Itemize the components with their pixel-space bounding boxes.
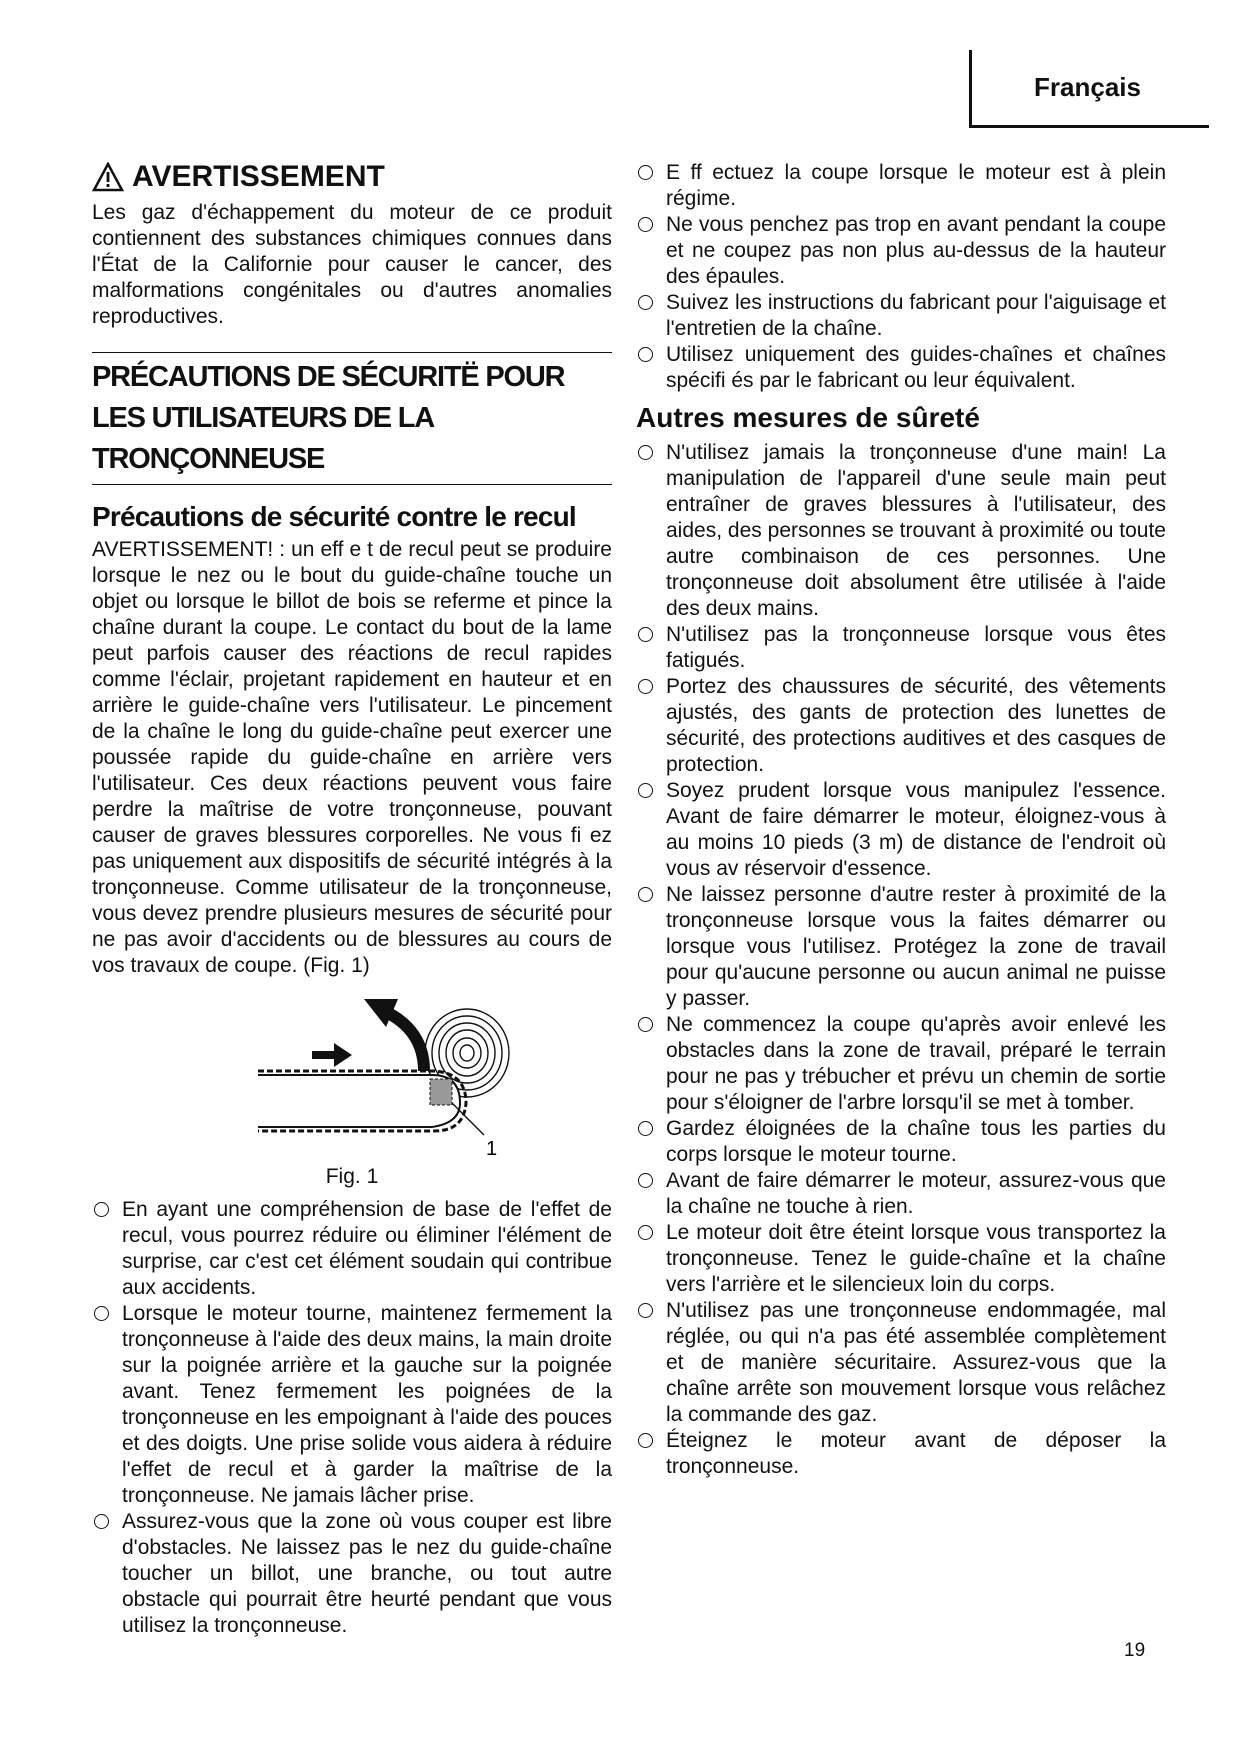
circle-bullet-icon [94,1202,109,1217]
list-item-text: Avant de faire démarrer le moteur, assurez-vous que la chaîne ne touche à rien. [666,1169,1166,1218]
list-item-text: Éteignez le moteur avant de déposer la tronçonneuse. [666,1429,1166,1478]
list-item-text: N'utilisez pas une tronçonneuse endommagée, mal réglée, ou qui n'a pas été assemblée complètement et de manière sécuritaire. Assurez-vous que la chaîne arrête son mouvement lorsque vous relâchez la commande des gaz. [666,1299,1166,1426]
list-item [636,1220,1166,1298]
list-item [636,622,1166,674]
list-item [92,1301,612,1509]
list-item-text: E ff ectuez la coupe lorsque le moteur est à plein régime. [666,161,1166,210]
list-item-text: Portez des chaussures de sécurité, des vêtements ajustés, des gants de protection des lunettes de sécurité, des protections auditives et des casques de protection. [666,675,1166,776]
push-arrow-icon [334,1043,352,1067]
language-label: Français [1034,72,1141,102]
circle-bullet-icon [638,1433,653,1448]
list-item-text: Ne vous penchez pas trop en avant pendant la coupe et ne coupez pas non plus au-dessus de la hauteur des épaules. [666,213,1166,288]
list-item-text: Utilisez uniquement des guides-chaînes et chaînes spécifi és par le fabricant ou leur équivalent. [666,343,1166,392]
list-item [636,1428,1166,1480]
main-heading: PRÉCAUTIONS DE SÉCURITË POUR LES UTILISATEURS DE LA TRONÇONNEUSE [92,352,612,485]
kickback-heading: Précautions de sécurité contre le recul [92,501,576,532]
contact-zone-icon [430,1079,452,1105]
circle-bullet-icon [638,783,653,798]
kickback-arrow-icon [384,1011,424,1071]
language-tab [969,50,1209,128]
circle-bullet-icon [638,1173,653,1188]
list-item-text: Ne commencez la coupe qu'après avoir enlevé les obstacles dans la zone de travail, préparé le terrain pour ne pas y trébucher et prévu un chemin de sortie pour s'éloigner de l'arbre lorsqu'il se met à tomber. [666,1013,1166,1114]
list-item [636,1298,1166,1428]
list-item [636,212,1166,290]
circle-bullet-icon [638,217,653,232]
list-item [636,160,1166,212]
list-item [92,1197,612,1301]
list-item-text: En ayant une compréhension de base de l'effet de recul, vous pourrez réduire ou éliminer l'élément de surprise, car c'est cet élément soudain qui contribue aux accidents. [122,1198,612,1299]
list-item [636,1012,1166,1116]
list-item-text: Gardez éloignées de la chaîne tous les parties du corps lorsque le moteur tourne. [666,1117,1166,1166]
warning-text: Les gaz d'échappement du moteur de ce produit contiennent des substances chimiques connues dans l'État de la Californie pour causer le cancer, des malformations congénitales ou d'autres anomalies reproductives. [92,201,612,328]
figure-caption: Fig. 1 [325,1165,379,1188]
list-item [636,1116,1166,1168]
circle-bullet-icon [638,1225,653,1240]
list-item-text: Le moteur doit être éteint lorsque vous transportez la tronçonneuse. Tenez le guide-chaîne et la chaîne vers l'arrière et le silencieux loin du corps. [666,1221,1166,1296]
warning-title-text: AVERTISSEMENT [132,160,385,193]
list-item-text: Assurez-vous que la zone où vous couper est libre d'obstacles. Ne laissez pas le nez du guide-chaîne toucher un billot, une branche, ou tout autre obstacle qui pourrait être heurté pendant que vous utilisez la tronçonneuse. [122,1510,612,1637]
list-item-text: N'utilisez pas la tronçonneuse lorsque vous êtes fatigués. [666,623,1166,672]
list-item-text: N'utilisez jamais la tronçonneuse d'une main! La manipulation de l'appareil d'une seule main peut entraîner de graves blessures à l'utilisateur, des aides, des personnes se trouvant à proximité ou toute autre combinaison de ces personnes. Une tronçonneuse doit absolument être utilisée à l'aide des deux mains. [666,441,1166,620]
list-item [636,440,1166,622]
circle-bullet-icon [638,295,653,310]
circle-bullet-icon [638,627,653,642]
other-measures-heading: Autres mesures de sûreté [636,402,980,433]
figure-label: 1 [486,1138,498,1160]
circle-bullet-icon [94,1306,109,1321]
list-item-text: Lorsque le moteur tourne, maintenez fermement la tronçonneuse à l'aide des deux mains, la main droite sur la poignée arrière et la gauche sur la poignée avant. Tenez fermement les poignées de la tronçonneuse en les empoignant à l'aide des pouces et des doigts. Une prise solide vous aidera à réduire l'effet de recul et à garder la maîtrise de la tronçonneuse. Ne jamais lâcher prise. [122,1302,612,1507]
list-item [636,674,1166,778]
list-item [636,882,1166,1012]
left-column [92,160,612,1639]
left-bullet-list [92,1197,612,1639]
list-item [92,1509,612,1639]
circle-bullet-icon [638,165,653,180]
circle-bullet-icon [638,1017,653,1032]
list-item [636,342,1166,394]
warning-triangle-icon [92,162,124,192]
right-other-bullet-list [636,440,1166,1480]
circle-bullet-icon [94,1514,109,1529]
list-item [636,778,1166,882]
circle-bullet-icon [638,347,653,362]
circle-bullet-icon [638,1303,653,1318]
circle-bullet-icon [638,679,653,694]
warning-title [92,160,612,194]
list-item-text: Soyez prudent lorsque vous manipulez l'essence. Avant de faire démarrer le moteur, éloignez-vous à au moins 10 pieds (3 m) de distance de l'endroit où vous av réservoir d'essence. [666,779,1166,880]
circle-bullet-icon [638,445,653,460]
circle-bullet-icon [638,887,653,902]
list-item [636,290,1166,342]
right-column [636,160,1166,1480]
chainsaw-kickback-illustration [162,993,542,1163]
push-arrow-shaft [312,1051,336,1059]
circle-bullet-icon [638,1121,653,1136]
kickback-text: AVERTISSEMENT! : un eff e t de recul peut se produire lorsque le nez ou le bout du guide-chaîne touche un objet ou lorsque le billot de bois se referme et pince la chaîne durant la coupe. Le contact du bout de la lame peut parfois causer des réactions de recul rapides comme l'éclair, projetant rapidement en hauteur et en arrière le guide-chaîne vers l'utilisateur. Le pincement de la chaîne le long du guide-chaîne peut exercer une poussée rapide du guide-chaîne en arrière vers l'utilisateur. Ces deux réactions peuvent vous faire perdre la maîtrise de votre tronçonneuse, pouvant causer de graves blessures corporelles. Ne vous fi ez pas uniquement aux dispositifs de sécurité intégrés à la tronçonneuse. Comme utilisateur de la tronçonneuse, vous devez prendre plusieurs mesures de sécurité pour ne pas avoir d'accidents ou de blessures au cours de vos travaux de coupe. (Fig. 1) [92,538,612,977]
figure-1 [92,993,612,1189]
list-item-text: Ne laissez personne d'autre rester à proximité de la tronçonneuse lorsque vous la faites démarrer ou lorsque vous l'utilisez. Protégez la zone de travail pour qu'aucune personne ou aucun animal ne puisse y passer. [666,883,1166,1010]
list-item [636,1168,1166,1220]
page-number: 19 [1124,1640,1146,1661]
right-top-bullet-list [636,160,1166,394]
list-item-text: Suivez les instructions du fabricant pour l'aiguisage et l'entretien de la chaîne. [666,291,1166,340]
